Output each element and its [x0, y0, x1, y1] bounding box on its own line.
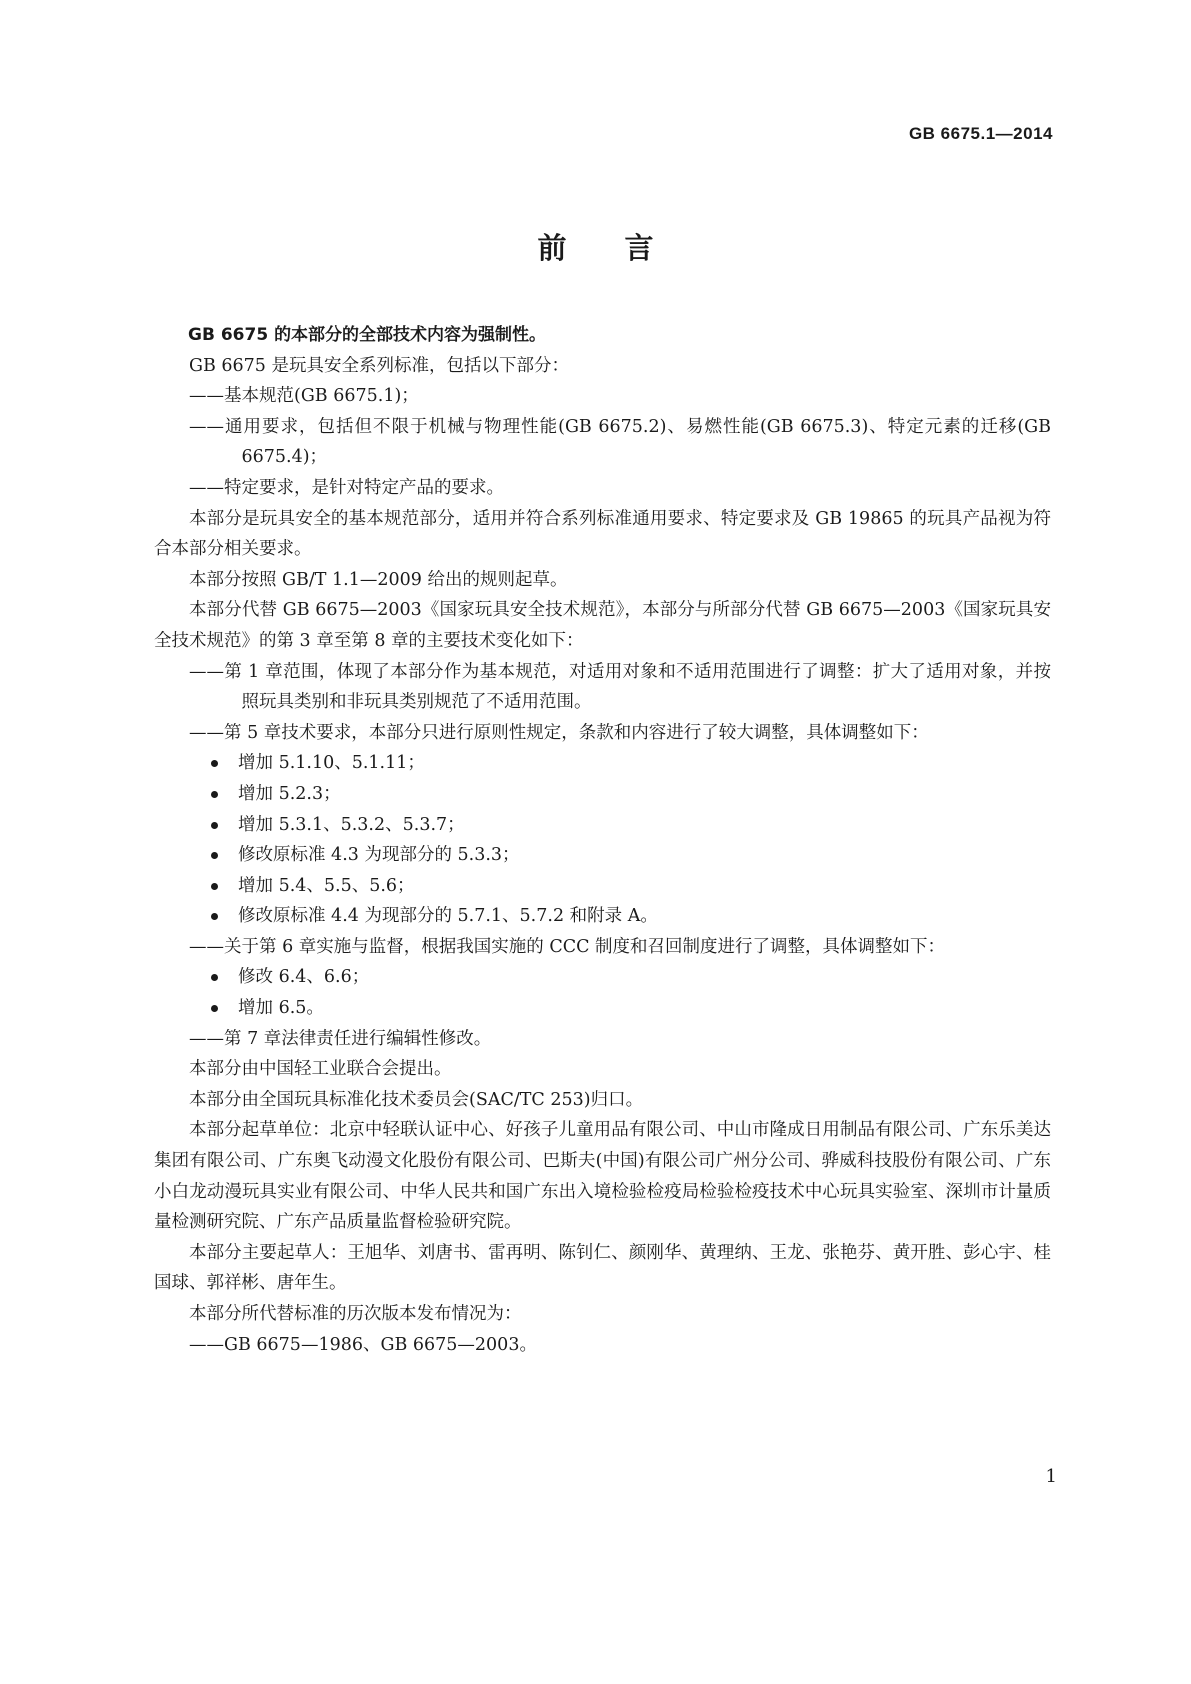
bullet-text: 修改原标准 4.4 为现部分的 5.7.1、5.7.2 和附录 A。 [238, 906, 658, 927]
bullet-dot-icon [211, 883, 218, 890]
dash-item: ——特定要求，是针对特定产品的要求。 [189, 477, 504, 498]
bullet-item [154, 901, 1051, 932]
bullet-dot-icon [211, 1005, 218, 1012]
standard-code: GB 6675.1—2014 [908, 124, 1053, 143]
bullet-item [154, 993, 1051, 1024]
dash-item: ——第 1 章范围，体现了本部分作为基本规范，对适用对象和不适用范围进行了调整：扩大了适用对象，并按照玩具类别和非玩具类别规范了不适用范围。 [189, 661, 1051, 713]
bullet-item [154, 748, 1051, 779]
dash-item: ——GB 6675—1986、GB 6675—2003。 [189, 1334, 537, 1355]
dash-item: ——基本规范(GB 6675.1)； [189, 386, 419, 407]
bullet-dot-icon [211, 822, 218, 829]
bullet-dot-icon [211, 913, 218, 920]
dash-item: ——第 5 章技术要求，本部分只进行原则性规定，条款和内容进行了较大调整，具体调整如下： [189, 722, 929, 743]
bullet-item [154, 779, 1051, 810]
bullet-item [154, 871, 1051, 902]
bullet-dot-icon [211, 791, 218, 798]
bullet-item [154, 840, 1051, 871]
dash-item: ——第 7 章法律责任进行编辑性修改。 [189, 1028, 492, 1049]
bullet-text: 增加 5.1.10、5.1.11； [238, 753, 425, 774]
paragraph: 本部分主要起草人：王旭华、刘唐书、雷再明、陈钊仁、颜刚华、黄理纳、王龙、张艳芬、黄开胜、彭心宇、桂国球、郭祥彬、唐年生。 [154, 1242, 1051, 1294]
bullet-dot-icon [211, 852, 218, 859]
bullet-dot-icon [211, 760, 218, 767]
paragraph: GB 6675 是玩具安全系列标准，包括以下部分： [189, 355, 569, 376]
bullet-text: 增加 5.2.3； [238, 783, 341, 804]
bullet-text: 增加 6.5。 [238, 998, 324, 1019]
bullet-text: 修改原标准 4.3 为现部分的 5.3.3； [238, 845, 520, 866]
bullet-item [154, 810, 1051, 841]
paragraph: 本部分由全国玩具标准化技术委员会(SAC/TC 253)归口。 [189, 1089, 644, 1110]
mandatory-statement: GB 6675 的本部分的全部技术内容为强制性。 [188, 325, 547, 345]
page-number: 1 [1045, 1466, 1057, 1487]
paragraph: 本部分由中国轻工业联合会提出。 [189, 1059, 452, 1080]
paragraph: 本部分代替 GB 6675—2003《国家玩具安全技术规范》，本部分与所部分代替 GB 6675—2003《国家玩具安全技术规范》的第 3 章至第 8 章的主要技术变化如下： [154, 600, 1051, 651]
paragraph: 本部分所代替标准的历次版本发布情况为： [189, 1304, 522, 1324]
bullet-text: 增加 5.4、5.5、5.6； [238, 875, 415, 896]
dash-item: ——通用要求，包括但不限于机械与物理性能(GB 6675.2)、易燃性能(GB 6675.3)、特定元素的迁移(GB 6675.4)； [189, 416, 1051, 468]
paragraph: 本部分起草单位：北京中轻联认证中心、好孩子儿童用品有限公司、中山市隆成日用制品有限公司、广东乐美达集团有限公司、广东奥飞动漫文化股份有限公司、巴斯夫(中国)有限公司广州分公司、骅威科技股份有限公司、广东小白龙动漫玩具实业有限公司、中华人民共和国广东出入境检验检疫局检验检疫技术中心玩具实验室、深圳市计量质量检测研究院、广东产品质量监督检验研究院。 [154, 1120, 1051, 1233]
bullet-dot-icon [211, 974, 218, 981]
bullet-text: 修改 6.4、6.6； [238, 967, 370, 988]
dash-item: ——关于第 6 章实施与监督，根据我国实施的 CCC 制度和召回制度进行了调整，具体调整如下： [189, 936, 946, 957]
paragraph: 本部分按照 GB/T 1.1—2009 给出的规则起草。 [189, 569, 568, 590]
foreword-body [154, 320, 1051, 1360]
bullet-item [154, 962, 1051, 993]
bullet-text: 增加 5.3.1、5.3.2、5.3.7； [238, 814, 465, 835]
page-title: 前言 [537, 231, 712, 265]
paragraph: 本部分是玩具安全的基本规范部分，适用并符合系列标准通用要求、特定要求及 GB 19865 的玩具产品视为符合本部分相关要求。 [154, 508, 1051, 560]
